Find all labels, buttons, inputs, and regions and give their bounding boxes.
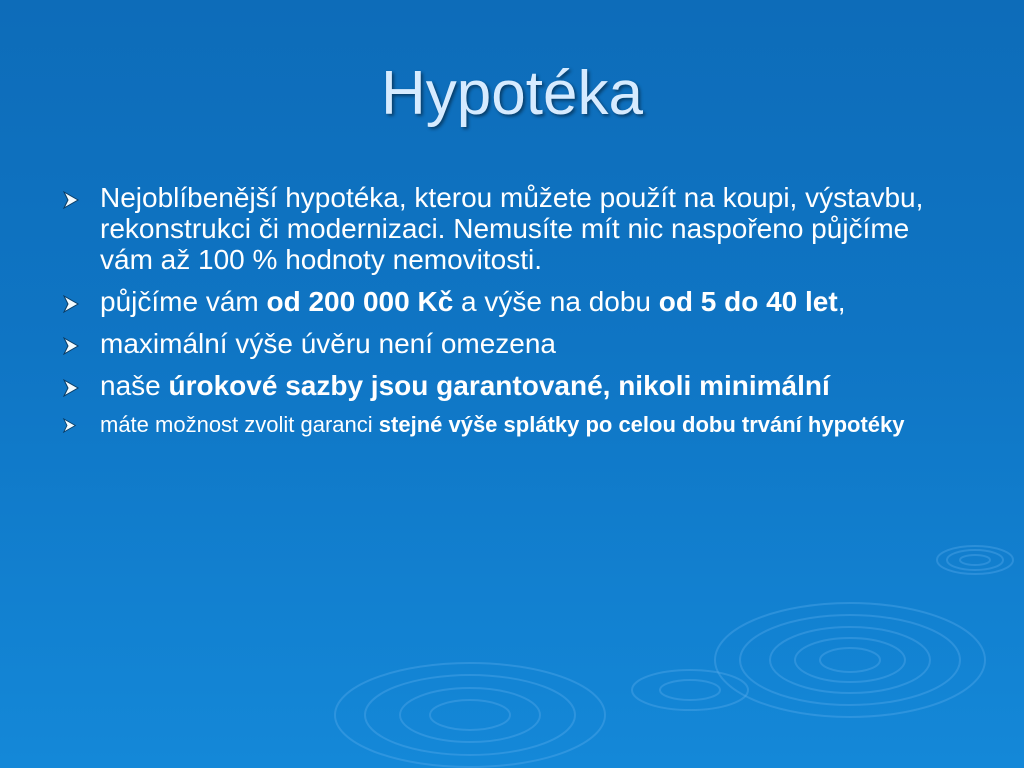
bullet-item bbox=[62, 286, 962, 317]
bullet-text-bold: od 5 do 40 let bbox=[658, 286, 838, 317]
bullet-text: máte možnost zvolit garanci bbox=[100, 412, 379, 437]
bullet-text-bold: od 200 000 Kč bbox=[266, 286, 454, 317]
bullet-text: a výše na dobu bbox=[453, 286, 659, 317]
arrowhead-bullet-icon bbox=[62, 191, 80, 209]
arrowhead-bullet-icon bbox=[62, 379, 80, 397]
bullet-text: půjčíme vám bbox=[100, 286, 267, 317]
bullet-item bbox=[62, 370, 962, 401]
bullet-text: naše bbox=[100, 370, 169, 401]
bullet-item bbox=[62, 412, 962, 438]
bullet-text: Nejoblíbenější hypotéka, kterou můžete použít na koupi, výstavbu, rekonstrukci či modernizaci. Nemusíte mít nic naspořeno půjčíme vám až 100 % hodnoty nemovitosti. bbox=[100, 182, 924, 275]
bullet-text-bold: stejné výše splátky po celou dobu trvání hypotéky bbox=[378, 412, 905, 437]
bullet-list bbox=[62, 182, 962, 449]
arrowhead-bullet-icon bbox=[62, 418, 77, 433]
bullet-text-bold: úrokové sazby jsou garantované, nikoli minimální bbox=[168, 370, 830, 401]
arrowhead-bullet-icon bbox=[62, 295, 80, 313]
bullet-item bbox=[62, 328, 962, 359]
bullet-text: , bbox=[837, 286, 846, 317]
bullet-item bbox=[62, 182, 962, 275]
arrowhead-bullet-icon bbox=[62, 337, 80, 355]
bullet-text: maximální výše úvěru není omezena bbox=[100, 328, 556, 359]
slide-title: Hypotéka bbox=[381, 59, 643, 128]
